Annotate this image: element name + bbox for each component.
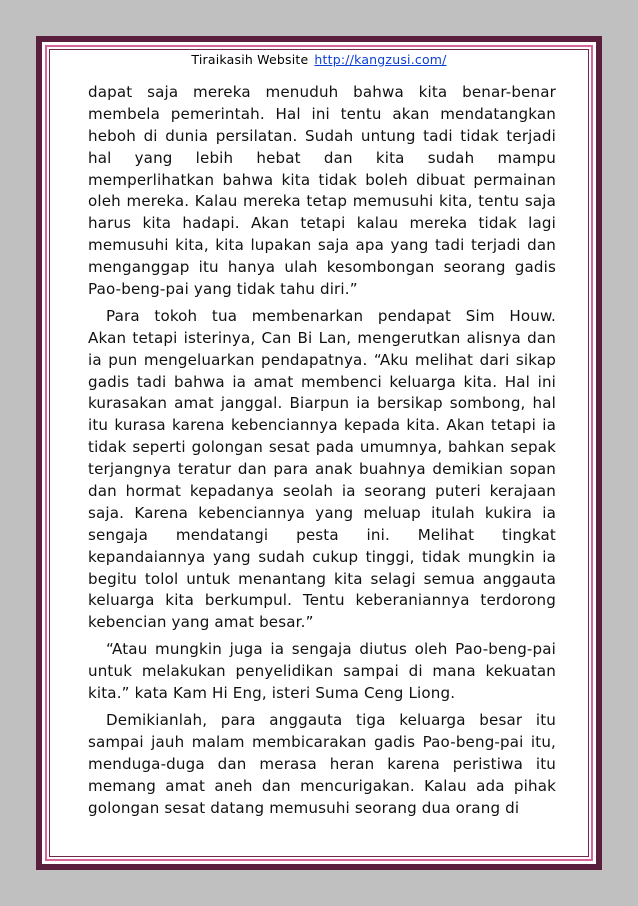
text-line: oleh mereka. Kalau mereka tetap memusuhi kita, tentu saja <box>88 192 556 211</box>
text-line: hal yang lebih hebat dan kita sudah mampu <box>88 148 556 167</box>
text-line: menganggap itu hanya ulah kesombongan seorang gadis <box>88 258 556 277</box>
text-line: terjangnya teratur dan para anak buahnya demikian sopan <box>88 460 556 479</box>
text-line: kebencian yang amat besar.” <box>88 613 314 632</box>
text-line: begitu tolol untuk menantang kita selagi semua anggauta <box>88 569 556 588</box>
paragraph <box>88 82 556 301</box>
text-line: memang amat aneh dan mencurigakan. Kalau ada pihak <box>88 776 556 795</box>
text-line: harus kita hadapi. Akan tetapi kalau mereka tidak lagi <box>88 214 556 233</box>
text-line: memusuhi kita, kita lupakan saja apa yang tadi terjadi dan <box>88 236 556 255</box>
text-line: sengaja mendatangi pesta ini. Melihat tingkat <box>88 525 556 544</box>
text-line: Demikianlah, para anggauta tiga keluarga besar itu <box>106 710 556 729</box>
paragraph <box>88 710 556 819</box>
text-line: kurasakan amat janggal. Biarpun ia bersikap sombong, hal <box>88 394 556 413</box>
text-line: Para tokoh tua membenarkan pendapat Sim Houw. <box>106 306 556 325</box>
page-header <box>0 52 638 67</box>
text-line: ia pun mengeluarkan pendapatnya. “Aku melihat dari sikap <box>88 350 556 369</box>
text-line: heboh di dunia persilatan. Sudah untung tadi tidak terjadi <box>88 126 556 145</box>
text-line: gadis tadi bahwa ia amat membenci keluarga kita. Hal ini <box>88 372 556 391</box>
text-line: menduga-duga dan merasa heran karena peristiwa itu <box>88 754 556 773</box>
text-line: Akan tetapi isterinya, Can Bi Lan, mengerutkan alisnya dan <box>88 328 556 347</box>
text-line: golongan sesat datang memusuhi seorang dua orang di <box>88 798 520 817</box>
text-line: itu kurasa karena kebenciannya kepada kita. Akan tetapi ia <box>88 416 556 435</box>
text-line: kita.” kata Kam Hi Eng, isteri Suma Ceng Liong. <box>88 684 456 703</box>
text-line: dapat saja mereka menuduh bahwa kita benar-benar <box>88 83 556 101</box>
text-line: dan hormat kepadanya seolah ia seorang puteri kerajaan <box>88 482 556 501</box>
text-line: untuk melakukan penyelidikan sampai di mana kekuatan <box>88 662 556 681</box>
text-line: sampai jauh malam membicarakan gadis Pao-beng-pai itu, <box>88 732 556 751</box>
text-line: keluarga kita berkumpul. Tentu keberaniannya terdorong <box>88 591 556 610</box>
text-line: Pao-beng-pai yang tidak tahu diri.” <box>88 280 358 299</box>
paragraph <box>88 639 556 705</box>
text-line: “Atau mungkin juga ia sengaja diutus oleh Pao-beng-pai <box>106 640 556 659</box>
text-line: saja. Karena kebenciannya yang meluap itulah kukira ia <box>88 503 556 522</box>
text-line: memperlihatkan bahwa kita tidak boleh dibuat permainan <box>88 170 556 189</box>
site-name: Tiraikasih Website <box>191 52 309 67</box>
site-link[interactable]: http://kangzusi.com/ <box>314 52 447 67</box>
paragraph <box>88 306 556 634</box>
text-line: kepandaiannya yang sudah cukup tinggi, tidak mungkin ia <box>88 547 556 566</box>
text-line: tidak seperti golongan sesat pada umumnya, bahkan sepak <box>88 438 556 457</box>
document-body <box>88 82 556 819</box>
text-line: membela pemerintah. Hal ini tentu akan mendatangkan <box>88 104 556 123</box>
